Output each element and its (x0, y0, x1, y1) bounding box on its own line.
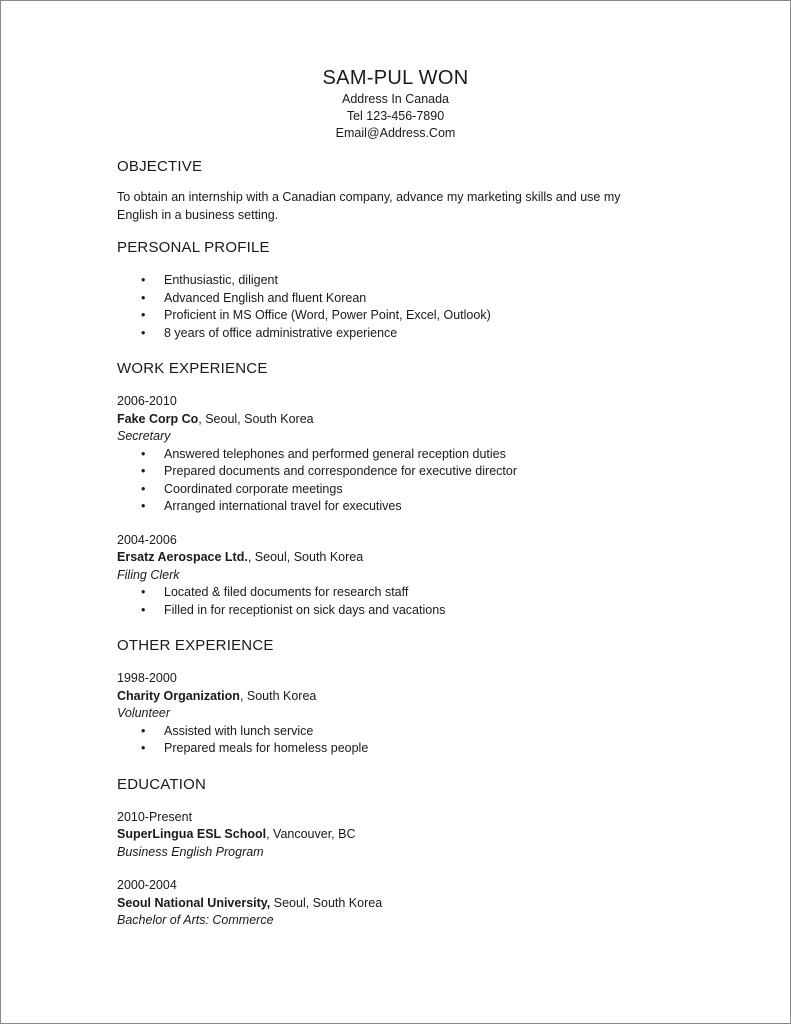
company-location: , Seoul, South Korea (198, 411, 314, 426)
list-item: • Arranged international travel for executives (117, 498, 677, 516)
list-item: • 8 years of office administrative experience (117, 325, 677, 343)
list-item: • Answered telephones and performed general reception duties (117, 446, 677, 464)
other-years: 1998-2000 (117, 671, 177, 685)
education-years: 2000-2004 (117, 878, 177, 892)
telephone: Tel 123-456-7890 (346, 109, 445, 123)
job-company-line (117, 549, 677, 567)
bullet-icon: • (141, 464, 146, 478)
program-name: Business English Program (117, 844, 264, 859)
section-title-objective: OBJECTIVE (117, 158, 203, 175)
list-item: • Located & filed documents for research staff (117, 584, 677, 602)
org-name: Charity Organization (117, 688, 240, 703)
list-item: • Proficient in MS Office (Word, Power Point, Excel, Outlook) (117, 307, 677, 325)
school-name: Seoul National University, (117, 895, 271, 910)
profile-section (117, 238, 677, 342)
email: Email@Address.Com (335, 126, 456, 140)
bullet-icon: • (141, 741, 146, 755)
duties-list (117, 446, 677, 516)
job-entry (117, 532, 677, 620)
work-section (117, 359, 677, 619)
list-item: • Enthusiastic, diligent (117, 272, 677, 290)
section-title-work: WORK EXPERIENCE (117, 360, 268, 377)
job-years: 2006-2010 (117, 394, 177, 408)
bullet-icon: • (141, 602, 146, 617)
bullet-icon: • (141, 325, 146, 340)
objective-line-1: To obtain an internship with a Canadian company, advance my marketing skills and use my (117, 190, 621, 204)
company-name: Ersatz Aerospace Ltd. (117, 550, 248, 564)
address: Address In Canada (341, 92, 449, 106)
school-location: Seoul, South Korea (270, 895, 383, 910)
education-years: 2010-Present (117, 809, 193, 824)
bullet-icon: • (141, 290, 146, 305)
list-item: • Advanced English and fluent Korean (117, 290, 677, 308)
duties-list (117, 723, 677, 758)
school-line (117, 895, 677, 913)
objective-line-2: English in a business setting. (117, 207, 279, 222)
job-role: Filing Clerk (117, 567, 180, 582)
section-title-other: OTHER EXPERIENCE (117, 637, 274, 654)
other-experience-section (117, 636, 677, 758)
objective-text (117, 189, 677, 224)
bullet-icon: • (141, 481, 146, 496)
list-item: • Filled in for receptionist on sick days and vacations (117, 602, 677, 620)
education-section (117, 775, 677, 930)
list-item: • Prepared meals for homeless people (117, 740, 677, 758)
objective-section (117, 157, 677, 224)
bullet-icon: • (141, 273, 146, 287)
bullet-icon: • (141, 585, 146, 599)
list-item: • Prepared documents and correspondence for executive director (117, 463, 677, 481)
other-role: Volunteer (117, 706, 171, 720)
bullet-icon: • (141, 723, 146, 738)
job-company-line (117, 411, 677, 429)
school-name: SuperLingua ESL School (117, 827, 267, 841)
section-title-profile: PERSONAL PROFILE (117, 239, 270, 256)
job-role: Secretary (117, 429, 171, 443)
list-item: • Coordinated corporate meetings (117, 481, 677, 499)
bullet-icon: • (141, 499, 146, 513)
list-item: • Assisted with lunch service (117, 723, 677, 741)
job-entry (117, 393, 677, 516)
duties-list (117, 584, 677, 619)
program-name: Bachelor of Arts: Commerce (117, 913, 274, 927)
bullet-icon: • (141, 308, 146, 322)
school-line (117, 826, 677, 844)
resume-header (1, 65, 790, 142)
bullet-icon: • (141, 446, 146, 461)
candidate-name: SAM-PUL WON (322, 67, 469, 89)
education-entry (117, 809, 677, 862)
profile-list (117, 272, 677, 342)
education-entry (117, 877, 677, 930)
company-name: Fake Corp Co (117, 411, 199, 426)
job-years: 2004-2006 (117, 532, 177, 547)
other-org-line (117, 688, 677, 706)
section-title-education: EDUCATION (117, 775, 207, 793)
resume-body (117, 157, 677, 946)
school-location: , Vancouver, BC (266, 827, 356, 841)
org-location: , South Korea (239, 688, 317, 703)
company-location: , Seoul, South Korea (247, 550, 364, 564)
